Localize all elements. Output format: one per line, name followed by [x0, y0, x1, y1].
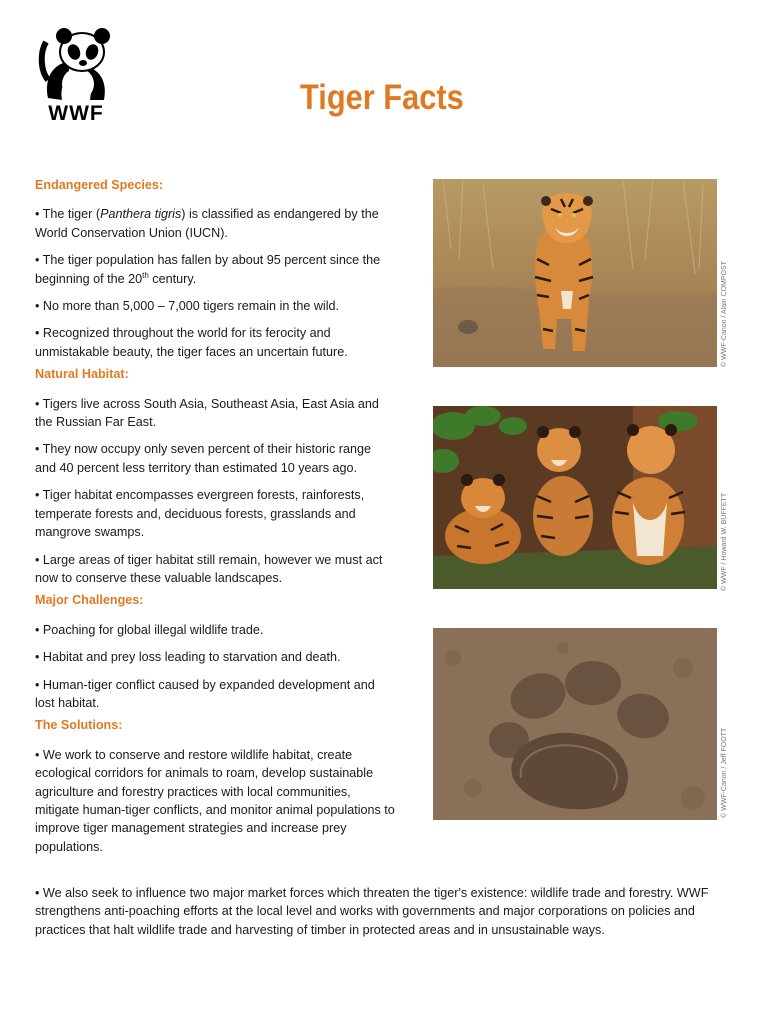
tiger-cubs-photo [433, 406, 717, 589]
habitat-fact-3: • Tiger habitat encompasses evergreen forests, rainforests, temperate forests and, deciduous forests, grasslands and mangrove swamps. [35, 488, 365, 540]
solutions-fact-1: • We work to conserve and restore wildlife habitat, create ecological corridors for animals to roam, develop sustainable agriculture and forestry practices with local communities, mitigate human-tiger conflicts, and monitor animal populations to improve tiger management strategies and increase prey populations. [35, 747, 395, 854]
endangered-fact-3: • No more than 5,000 – 7,000 tigers remain in the wild. [35, 299, 340, 314]
paw-print-credit: © WWF-Canon / Jeff FOOTT [721, 727, 728, 818]
challenges-fact-3: • Human-tiger conflict caused by expanded development and lost habitat. [35, 677, 375, 710]
solutions-section [35, 716, 395, 856]
panda-icon [38, 22, 114, 102]
habitat-heading: Natural Habitat: [35, 367, 129, 382]
tiger-cubs-credit: © WWF / Howard W. BUFFETT [721, 492, 728, 591]
habitat-fact-2: • They now occupy only seven percent of their historic range and 40 percent less territory than estimated 10 years ago. [35, 442, 371, 475]
solutions-heading: The Solutions: [35, 718, 123, 733]
habitat-fact-1: • Tigers live across South Asia, Southeast Asia, East Asia and the Russian Far East. [35, 396, 379, 430]
logo-text: WWF [48, 102, 104, 125]
solutions-fact-2: • We also seek to influence two major market forces which threaten the tiger's existence: wildlife trade and forestry. WWF strengthens anti-poaching efforts at the local level and works with governments and major corporations on policies and practices that halt wildlife trade and harvesting of timber in protected areas and in unsustainable ways. [35, 886, 709, 937]
endangered-section [35, 176, 395, 361]
tiger-walking-photo [433, 179, 717, 367]
page-title: Tiger Facts [300, 78, 464, 117]
endangered-fact-1: • The tiger (Panthera tigris) is classified as endangered by the World Conservation Union (IUCN). [35, 207, 379, 240]
wwf-logo [38, 22, 114, 130]
challenges-section [35, 591, 395, 712]
endangered-fact-2: • The tiger population has fallen by about 95 percent since the beginning of the 20th century. [35, 253, 381, 286]
facts-column [35, 176, 395, 865]
paw-print-photo [433, 628, 717, 820]
challenges-fact-1: • Poaching for global illegal wildlife trade. [35, 622, 264, 637]
challenges-fact-2: • Habitat and prey loss leading to starvation and death. [35, 650, 341, 665]
endangered-fact-4: • Recognized throughout the world for its ferocity and unmistakable beauty, the tiger faces an uncertain future. [35, 326, 348, 359]
habitat-fact-4: • Large areas of tiger habitat still remain, however we must act now to conserve these valuable landscapes. [35, 552, 383, 585]
challenges-heading: Major Challenges: [35, 593, 144, 608]
tiger-walking-credit: © WWF-Canon / Alain COMPOST [721, 261, 728, 367]
habitat-section [35, 365, 395, 587]
endangered-heading: Endangered Species: [35, 178, 164, 192]
